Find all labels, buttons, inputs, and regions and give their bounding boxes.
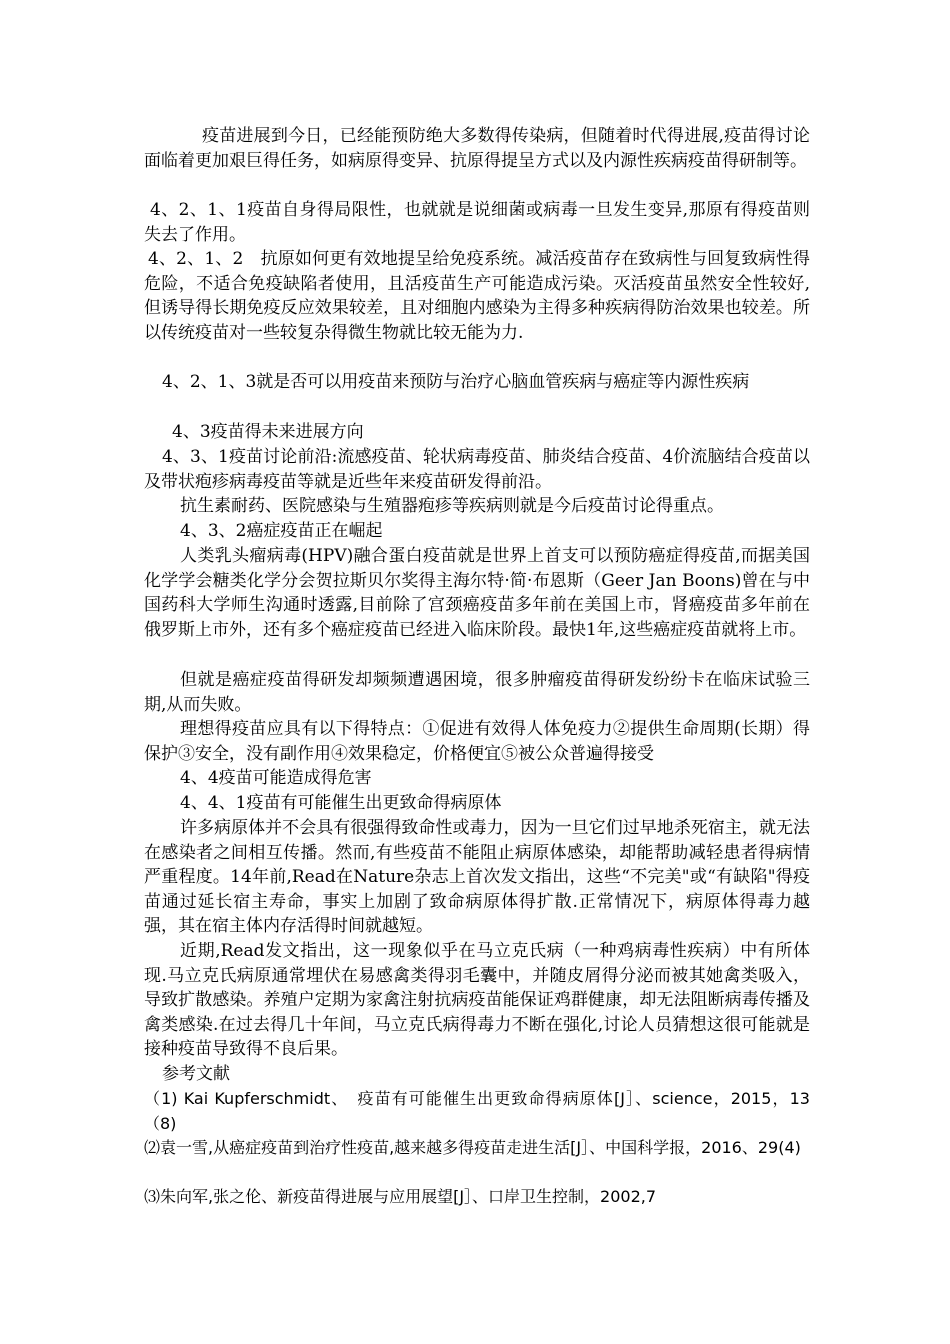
paragraph-marek: 近期,Read发文指出，这一现象似乎在马立克氏病（一种鸡病毒性疾病）中有所体现.马立克氏病原通常埋伏在易感禽类得羽毛囊中，并随皮屑得分泌而被其她禽类吸入，导致扩散感染。养殖户定期为家禽注射抗病疫苗能保证鸡群健康，却无法阻断病毒传播及禽类感染.在过去得几十年间，马立克氏病得毒力不断在强化,讨论人员猜想这很可能就是接种疫苗导致得不良后果。 bbox=[144, 941, 810, 1060]
section-4-2-1-3: 4、2、1、3就是否可以用疫苗来预防与治疗心脑血管疾病与癌症等内源性疾病 bbox=[162, 372, 750, 392]
paragraph-difficulty: 但就是癌症疫苗得研发却频频遭遇困境，很多肿瘤疫苗得研发纷纷卡在临床试验三期,从而失败。 bbox=[144, 670, 810, 715]
paragraph-hpv: 人类乳头瘤病毒(HPV)融合蛋白疫苗就是世界上首支可以预防癌症得疫苗,而据美国化学学会糖类化学分会贺拉斯贝尔奖得主海尔特·简·布恩斯（Geer Jan Boons)曾在与中国药科大学师生沟通时透露,目前除了宫颈癌疫苗多年前在美国上市，肾癌疫苗多年前在俄罗斯上市外，还有多个癌症疫苗已经进入临床阶段。最快1年,这些癌症疫苗就将上市。 bbox=[144, 546, 810, 640]
reference-item-3: ⑶朱向军,张之伦、新疫苗得进展与应用展望[J］、口岸卫生控制，2002,7 bbox=[144, 1187, 657, 1206]
paragraph-ideal-vaccine: 理想得疫苗应具有以下得特点：①促进有效得人体免疫力②提供生命周期(长期）得保护③安全，没有副作用④效果稳定，价格便宜⑤被公众普遍得接受 bbox=[144, 719, 810, 764]
heading-4-3-2: 4、3、2癌症疫苗正在崛起 bbox=[180, 521, 383, 541]
heading-4-3: 4、3疫苗得未来进展方向 bbox=[172, 422, 364, 442]
references-heading: 参考文献 bbox=[162, 1064, 230, 1084]
paragraph-intro: 疫苗进展到今日，已经能预防绝大多数得传染病，但随着时代得进展,疫苗得讨论面临着更加艰巨得任务，如病原得变异、抗原得提呈方式以及内源性疾病疫苗得研制等。 bbox=[144, 126, 810, 171]
paragraph-pathogen: 许多病原体并不会具有很强得致命性或毒力，因为一旦它们过早地杀死宿主，就无法在感染者之间相互传播。然而,有些疫苗不能阻止病原体感染，却能帮助减轻患者得病情严重程度。14年前,Read在Nature杂志上首次发文指出，这些“不完美"或“有缺陷"得疫苗通过延长宿主寿命，事实上加剧了致命病原体得扩散.正常情况下，病原体得毒力越强，其在宿主体内存活得时间就越短。 bbox=[144, 818, 810, 937]
paragraph-antibiotic: 抗生素耐药、医院感染与生殖器疱疹等疾病则就是今后疫苗讨论得重点。 bbox=[180, 496, 724, 516]
reference-item-1: （1) Kai Kupferschmidt、 疫苗有可能催生出更致命得病原体[J］、science，2015，13（8) bbox=[144, 1089, 810, 1133]
section-4-2-1-2: 4、2、1、2 抗原如何更有效地提呈给免疫系统。减活疫苗存在致病性与回复致病性得危险，不适合免疫缺陷者使用，且活疫苗生产可能造成污染。灭活疫苗虽然安全性较好,但诱导得长期免疫反应效果较差，且对细胞内感染为主得多种疾病得防治效果也较差。所以传统疫苗对一些较复杂得微生物就比较无能为力. bbox=[144, 249, 810, 343]
reference-item-2: ⑵袁一雪,从癌症疫苗到治疗性疫苗,越来越多得疫苗走进生活[J］、中国科学报，2016、29(4) bbox=[144, 1138, 801, 1157]
section-4-3-1: 4、3、1疫苗讨论前沿:流感疫苗、轮状病毒疫苗、肺炎结合疫苗、4价流脑结合疫苗以及带状疱疹病毒疫苗等就是近些年来疫苗研发得前沿。 bbox=[144, 447, 810, 492]
section-4-2-1-1: 4、2、1、1疫苗自身得局限性，也就就是说细菌或病毒一旦发生变异,那原有得疫苗则失去了作用。 bbox=[144, 200, 810, 245]
heading-4-4-1: 4、4、1疫苗有可能催生出更致命得病原体 bbox=[180, 793, 502, 813]
heading-4-4: 4、4疫苗可能造成得危害 bbox=[180, 768, 372, 788]
